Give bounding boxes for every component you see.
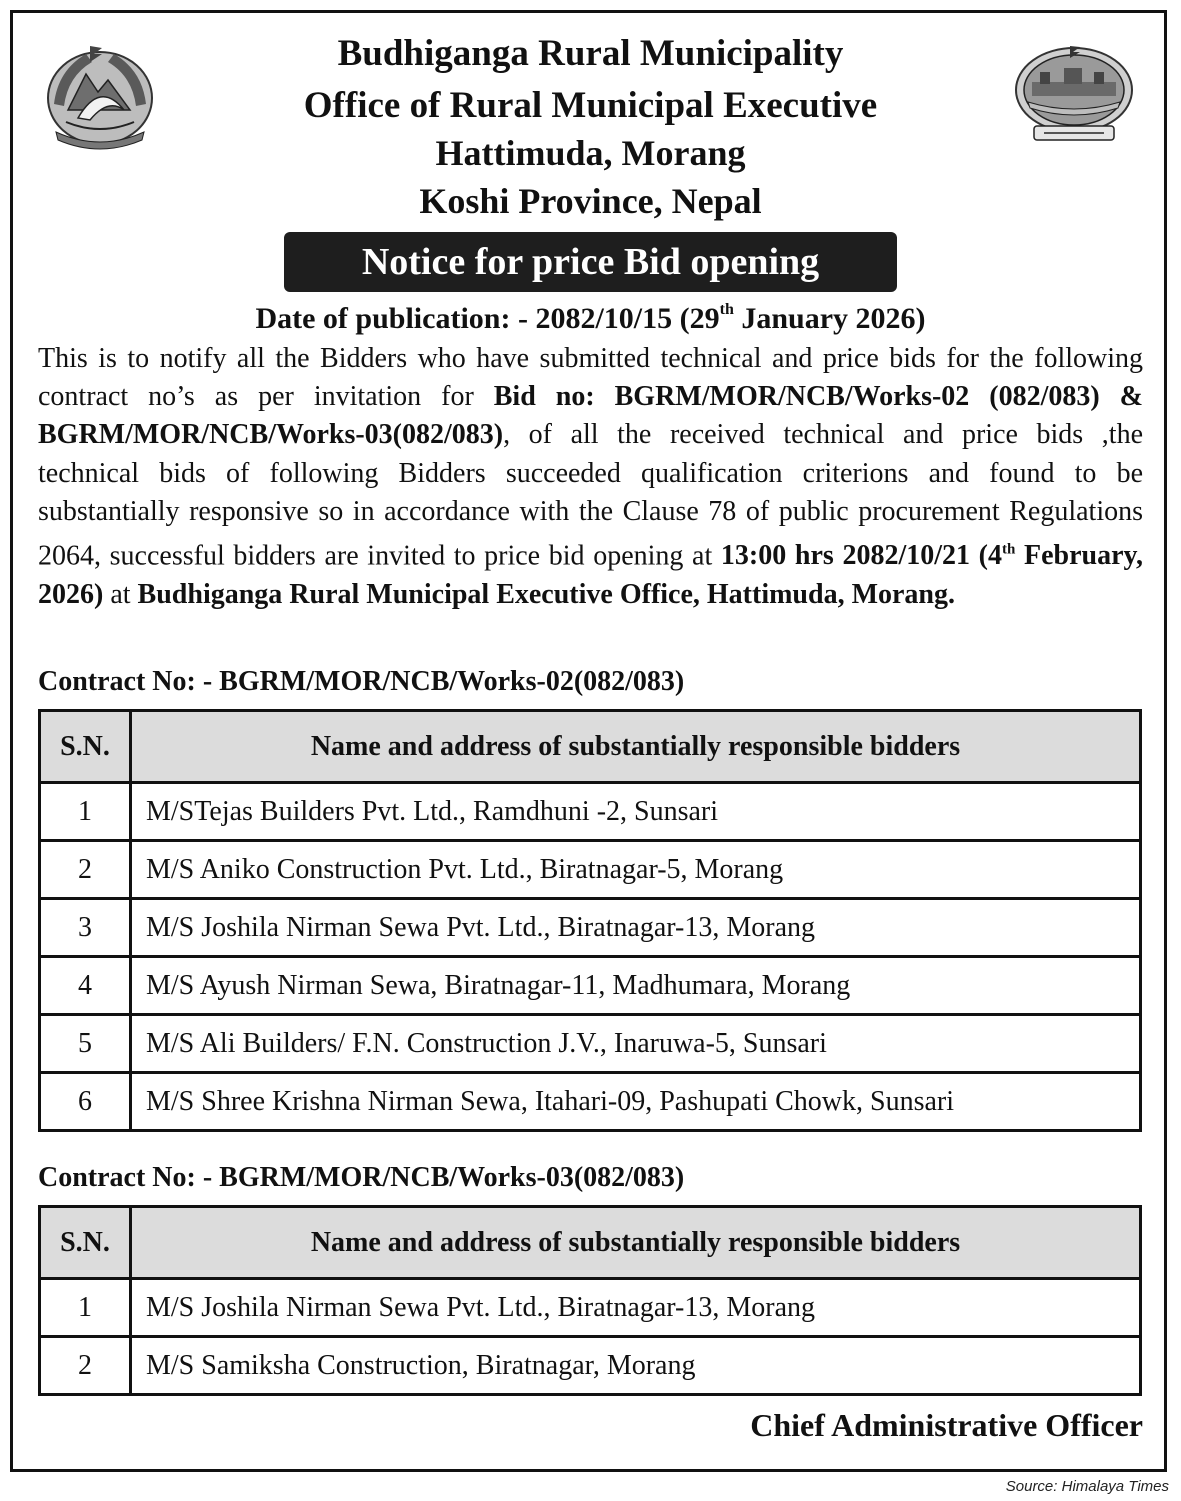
source-credit: Source: Himalaya Times bbox=[1005, 1478, 1169, 1495]
province-country: Koshi Province, Nepal bbox=[419, 181, 762, 221]
bidder-cell: M/S Ali Builders/ F.N. Construction J.V., Inaruwa-5, Sunsari bbox=[131, 1015, 1141, 1073]
sn-header: S.N. bbox=[40, 711, 131, 783]
table-row bbox=[40, 841, 1141, 899]
sn-cell: 2 bbox=[40, 1337, 131, 1395]
bidder-cell: M/S Joshila Nirman Sewa Pvt. Ltd., Biratnagar-13, Morang bbox=[131, 899, 1141, 957]
table-row bbox=[40, 957, 1141, 1015]
bidder-cell: M/S Samiksha Construction, Biratnagar, Morang bbox=[131, 1337, 1141, 1395]
contract-label-works-02: Contract No: - BGRM/MOR/NCB/Works-02(082/083) bbox=[38, 666, 685, 697]
table-row bbox=[40, 899, 1141, 957]
signatory-title: Chief Administrative Officer bbox=[750, 1407, 1143, 1443]
municipality-name: Budhiganga Rural Municipality bbox=[337, 33, 844, 74]
bidders-table-works-02 bbox=[38, 709, 1142, 1132]
bidder-cell: M/S Ayush Nirman Sewa, Biratnagar-11, Madhumara, Morang bbox=[131, 957, 1141, 1015]
publication-date: Date of publication: - 2082/10/15 (29th January 2026) bbox=[255, 301, 926, 335]
sn-cell: 3 bbox=[40, 899, 131, 957]
bidder-cell: M/S Joshila Nirman Sewa Pvt. Ltd., Biratnagar-13, Morang bbox=[131, 1279, 1141, 1337]
table-row bbox=[40, 1337, 1141, 1395]
table-row bbox=[40, 1279, 1141, 1337]
name-header: Name and address of substantially responsible bidders bbox=[131, 1207, 1141, 1279]
bidder-cell: M/S Shree Krishna Nirman Sewa, Itahari-09, Pashupati Chowk, Sunsari bbox=[131, 1073, 1141, 1131]
sn-cell: 1 bbox=[40, 1279, 131, 1337]
table-row bbox=[40, 783, 1141, 841]
sn-header: S.N. bbox=[40, 1207, 131, 1279]
sn-cell: 2 bbox=[40, 841, 131, 899]
notice-body: This is to notify all the Bidders who have submitted technical and price bids for the following contract no’s as per invitation for Bid no: BGRM/MOR/NCB/Works-02 (082/083) & BGRM/MOR/NCB/Works-03(082/083), of all the received technical and price bids ,the technical bids of following Bidders succeeded qualification criterions and found to be substantially responsive so in accordance with the Clause 78 of public procurement Regulations 2064, successful bidders are invited to price bid opening at 13:00 hrs 2082/10/21 (4th February, 2026) at Budhiganga Rural Municipal Executive Office, Hattimuda, Morang. bbox=[38, 343, 1143, 610]
notice-title: Notice for price Bid opening bbox=[284, 232, 897, 292]
bidders-table-works-03 bbox=[38, 1205, 1142, 1396]
bidder-cell: M/S Aniko Construction Pvt. Ltd., Biratnagar-5, Morang bbox=[131, 841, 1141, 899]
table-row bbox=[40, 1015, 1141, 1073]
bidder-cell: M/STejas Builders Pvt. Ltd., Ramdhuni -2, Sunsari bbox=[131, 783, 1141, 841]
table-row bbox=[40, 1073, 1141, 1131]
sn-cell: 6 bbox=[40, 1073, 131, 1131]
sn-cell: 4 bbox=[40, 957, 131, 1015]
office-location: Hattimuda, Morang bbox=[435, 133, 746, 173]
sn-cell: 1 bbox=[40, 783, 131, 841]
office-name: Office of Rural Municipal Executive bbox=[303, 85, 878, 126]
sn-cell: 5 bbox=[40, 1015, 131, 1073]
contract-label-works-03: Contract No: - BGRM/MOR/NCB/Works-03(082/083) bbox=[38, 1162, 685, 1193]
name-header: Name and address of substantially responsible bidders bbox=[131, 711, 1141, 783]
table-header-row bbox=[40, 711, 1141, 783]
table-header-row bbox=[40, 1207, 1141, 1279]
